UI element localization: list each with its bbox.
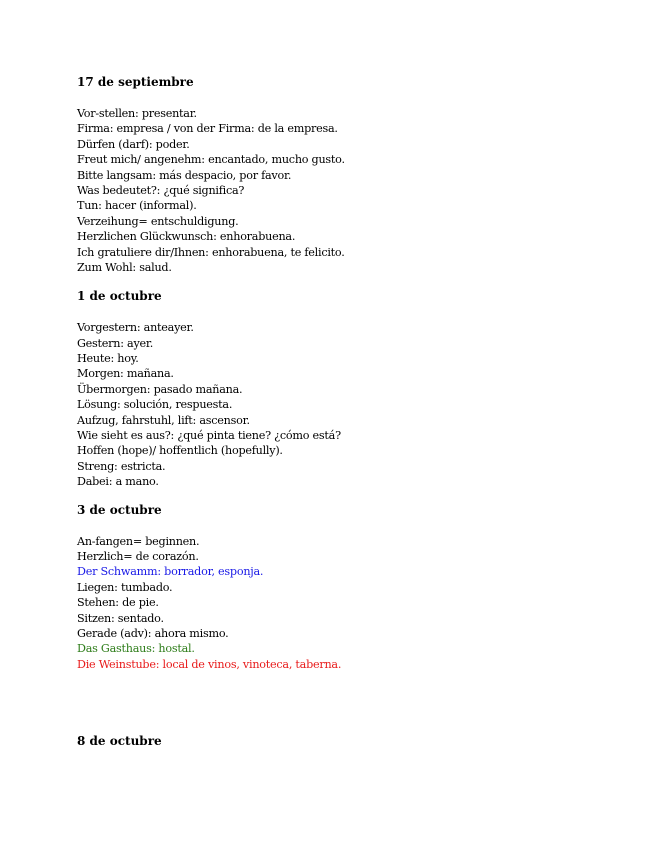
vocab-entry: Zum Wohl: salud.: [77, 260, 172, 274]
vocab-entry: Heute: hoy.: [77, 352, 139, 366]
section-title-8-octubre: 8 de octubre: [77, 734, 162, 749]
vocab-entry: Streng: estricta.: [77, 459, 166, 473]
section-title-17-septiembre: 17 de septiembre: [77, 75, 194, 89]
vocab-entry: Herzlich= de corazón.: [77, 549, 199, 563]
vocab-entry: Gestern: ayer.: [77, 336, 154, 350]
vocab-entry: Freut mich/ angenehm: encantado, mucho gusto.: [77, 153, 345, 167]
vocab-entry: Vorgestern: anteayer.: [77, 321, 194, 335]
vocab-entry: Stehen: de pie.: [77, 596, 159, 610]
vocab-entry: Hoffen (hope)/ hoffentlich (hopefully).: [77, 444, 283, 458]
vocab-entry: Verzeihung= entschuldigung.: [77, 214, 239, 228]
vocab-entry-highlighted-blue: Der Schwamm: borrador, esponja.: [77, 565, 264, 579]
vocab-list-1-octubre: [77, 320, 617, 489]
vocab-entry: Dürfen (darf): poder.: [77, 137, 190, 151]
document-page: [77, 70, 617, 750]
vocab-entry: Ich gratuliere dir/Ihnen: enhorabuena, te felicito.: [77, 245, 345, 259]
vocab-entry: Was bedeutet?: ¿qué significa?: [77, 183, 245, 197]
vocab-entry: Morgen: mañana.: [77, 367, 174, 381]
section-title-1-octubre: 1 de octubre: [77, 289, 162, 304]
vocab-entry: Sitzen: sentado.: [77, 611, 164, 625]
section-title-3-octubre: 3 de octubre: [77, 502, 162, 517]
vocab-entry: Wie sieht es aus?: ¿qué pinta tiene? ¿cómo está?: [77, 429, 341, 443]
vocab-entry: Aufzug, fahrstuhl, lift: ascensor.: [77, 413, 250, 427]
vocab-entry: Liegen: tumbado.: [77, 580, 173, 594]
vocab-entry-highlighted-green: Das Gasthaus: hostal.: [77, 642, 195, 656]
vocab-entry: Gerade (adv): ahora mismo.: [77, 626, 229, 640]
vocab-list-3-octubre: [77, 534, 617, 673]
vocab-entry: Tun: hacer (informal).: [77, 199, 197, 213]
vocab-entry: Firma: empresa / von der Firma: de la empresa.: [77, 122, 338, 136]
vocab-entry: Bitte langsam: más despacio, por favor.: [77, 168, 292, 182]
vocab-entry: Vor-stellen: presentar.: [77, 107, 197, 120]
vocab-entry: Übermorgen: pasado mañana.: [77, 382, 243, 396]
vocab-list-17-septiembre: [77, 106, 617, 275]
vocab-entry: Dabei: a mano.: [77, 475, 159, 489]
vocab-entry: Herzlichen Glückwunsch: enhorabuena.: [77, 230, 296, 244]
vocab-entry: An-fangen= beginnen.: [77, 534, 200, 548]
vocab-entry: Lösung: solución, respuesta.: [77, 398, 233, 412]
vocab-entry-highlighted-red: Die Weinstube: local de vinos, vinoteca, taberna.: [77, 657, 342, 671]
